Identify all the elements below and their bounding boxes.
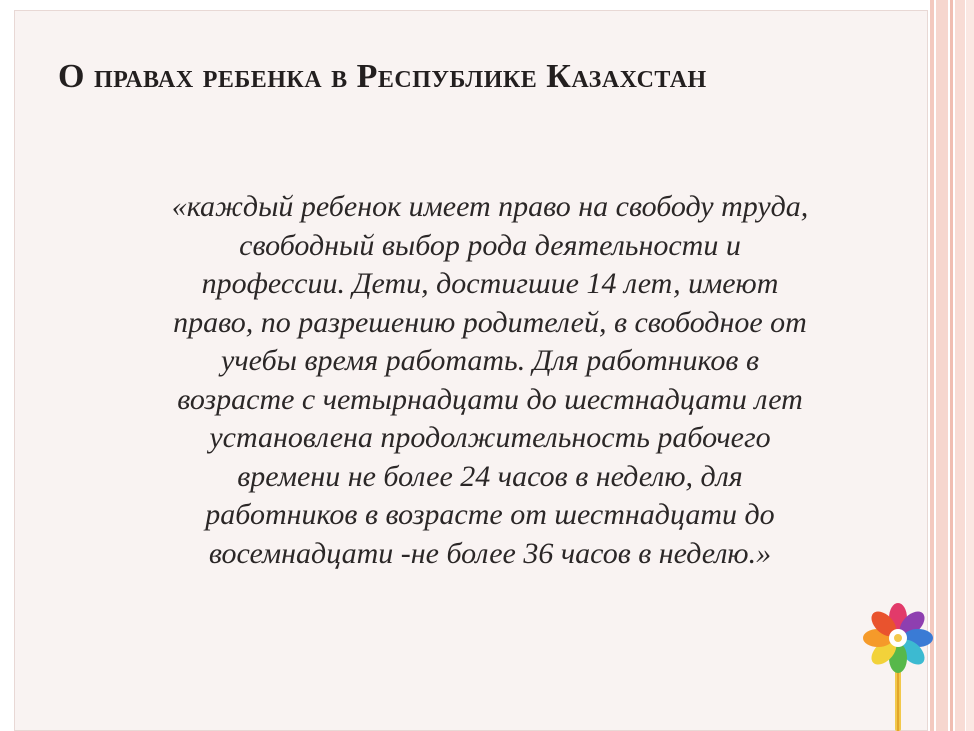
slide-title: О правах ребенка в Республике Казахстан xyxy=(58,58,707,95)
decorative-stripe xyxy=(966,0,974,731)
decorative-stripe xyxy=(936,0,948,731)
decorative-stripe xyxy=(950,0,953,731)
pinwheel-icon xyxy=(862,600,934,731)
decorative-stripe xyxy=(955,0,965,731)
slide-quote: «каждый ребенок имеет право на свободу труда, свободный выбор рода деятельности и профессии. Дети, достигшие 14 лет, имеют право, по разрешению родителей, в свободное от учебы время работать. Для работников в возрасте с четырнадцати до шестнадцати лет установлена продолжительность рабочего времени не более 24 часов в неделю, для работников в возрасте от шестнадцати до восемнадцати -не более 36 часов в неделю.» xyxy=(171,190,809,570)
